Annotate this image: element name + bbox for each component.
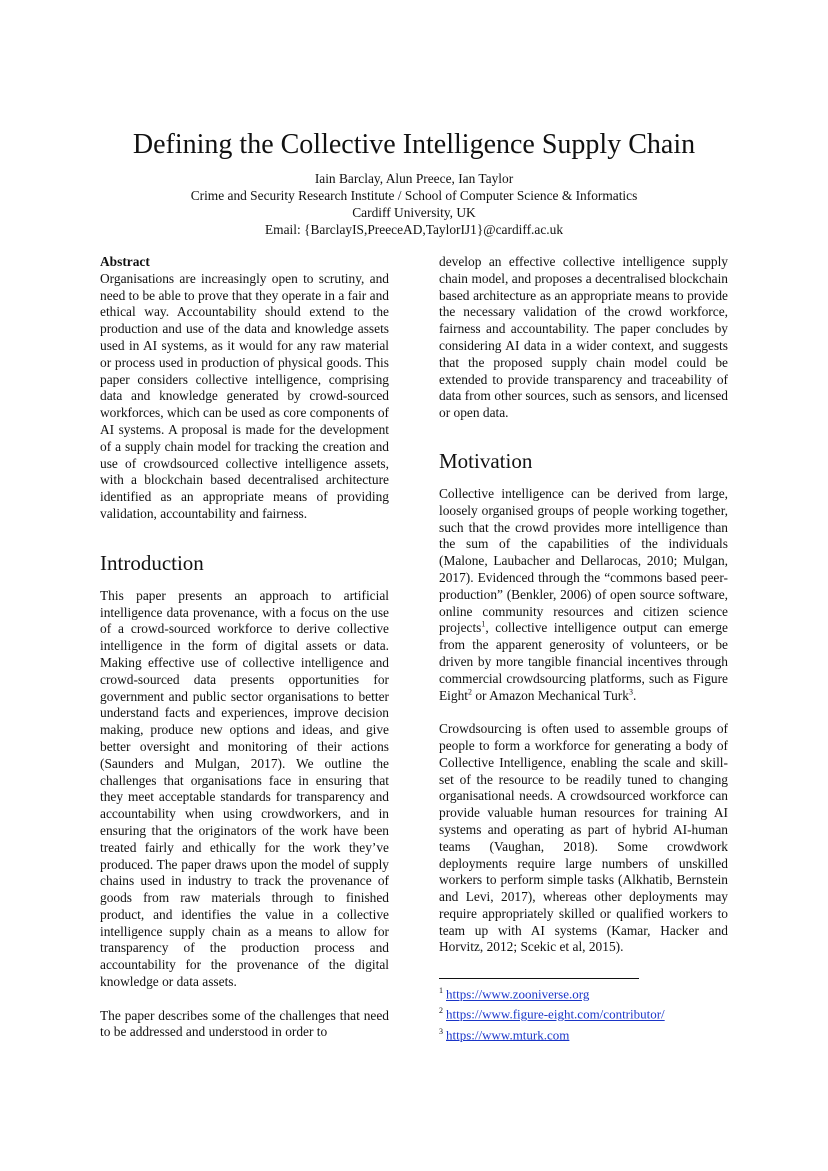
- motivation-text-c: or Amazon Mechanical Turk: [472, 687, 629, 703]
- motivation-heading: Motivation: [439, 448, 533, 473]
- footnote-2: [439, 1003, 728, 1023]
- motivation-paragraph-2: Crowdsourcing is often used to assemble groups of people to form a workforce for generating a body of Collective Intelligence, enabling the scale and skill-set of the resource to be readily tuned to changing organisational needs. A crowdsourced workforce can provide valuable human resources for training AI systems and operating as part of hybrid AI-human teams (Vaughan, 2018). Some crowdwork deployments require large numbers of unskilled workers to perform simple tasks (Alkhatib, Bernstein and Levi, 2017), whereas other deployments may require appropriately skilled or qualified workers to team up with AI systems (Kamar, Hacker and Horvitz, 2012; Scekic et al, 2015).: [439, 721, 728, 955]
- footnote-link-mturk[interactable]: https://www.mturk.com: [446, 1026, 570, 1042]
- footnote-number: 1: [439, 986, 443, 996]
- abstract-text: Organisations are increasingly open to scrutiny, and need to be able to prove that they operate in a fair and ethical way. Accountability should extend to the production and use of the data and knowledge assets used in AI systems, as it would for any raw material or process used in production of physical goods. This paper considers collective intelligence, comprising data and knowledge generated by crowd-sourced workforces, which can be used as core components of AI systems. A proposal is made for the development of a supply chain model for tracking the creation and use of crowdsourced collective intelligence assets, with a blockchain based decentralised architecture identified as an appropriate means of providing validation, accountability and fairness.: [100, 270, 389, 521]
- footnote-link-figure-eight[interactable]: https://www.figure-eight.com/contributor/: [446, 1006, 665, 1022]
- introduction-heading: Introduction: [100, 550, 204, 575]
- motivation-text-d: .: [632, 687, 637, 703]
- introduction-paragraph-2-continued: develop an effective collective intelligence supply chain model, and proposes a decentralised blockchain based architecture as an appropriate means to provide the necessary validation of the crowd workforce, fairness and accountability. The paper concludes by considering AI data in a wider context, and suggests that the proposed supply chain model could be extended to provide transparency and traceability of data from other sources, such as sensors, and licensed or open data.: [439, 254, 728, 421]
- author-names: Iain Barclay, Alun Preece, Ian Taylor: [314, 171, 514, 186]
- footnotes: [439, 983, 728, 1043]
- footnote-link-zooniverse[interactable]: https://www.zooniverse.org: [446, 986, 590, 1002]
- motivation-text-a: Collective intelligence can be derived from large, loosely organised groups of people working together, such that the crowd provides more intelligence than the sum of the capabilities of the individuals (Malone, Laubacher and Dellarocas, 2010; Mulgan, 2017). Evidenced through the “commons based peer-production” (Benkler, 2006) of open source software, online community resources and citizen science projects: [439, 485, 728, 636]
- motivation-text-b: , collective intelligence output can emerge from the apparent generosity of volunteers, or be driven by more tangible financial incentives through commercial crowdsourcing platforms, such as Figure Eight: [439, 620, 728, 703]
- left-column: [100, 254, 389, 1041]
- author-block: [100, 170, 728, 238]
- footnote-ref-1[interactable]: 1: [481, 619, 486, 629]
- footnote-1: [439, 983, 728, 1003]
- author-email: Email: {BarclayIS,PreeceAD,TaylorIJ1}@cardiff.ac.uk: [264, 222, 564, 237]
- author-affiliation: Crime and Security Research Institute / School of Computer Science & Informatics: [190, 188, 638, 203]
- footnote-divider: [439, 978, 639, 979]
- footnote-number: 3: [439, 1026, 443, 1036]
- footnote-ref-3[interactable]: 3: [628, 687, 633, 697]
- footnote-number: 2: [439, 1006, 443, 1016]
- motivation-paragraph-1: [439, 486, 728, 704]
- right-column: [439, 254, 728, 1044]
- abstract-heading: Abstract: [100, 254, 150, 269]
- introduction-paragraph-1: This paper presents an approach to artificial intelligence data provenance, with a focus on the use of a crowd-sourced workforce to derive collective intelligence in the form of digital assets or data. Making effective use of collective intelligence and crowd-sourced data presents opportunities for government and public sector organisations to better understand facts and experiences, improve decision making, produce new options and ideas, and give better oversight and monitoring of their actions (Saunders and Mulgan, 2017). We outline the challenges that organisations face in ensuring that they meet acceptable standards for transparency and accountability when using crowdworkers, and in ensuring that the originators of the work have been treated fairly and ethically for the work they’ve produced. The paper draws upon the model of supply chains used in industry to track the provenance of goods from raw materials through to finished product, and identifies the value in a collective intelligence supply chain as a means to allow for transparency of the production process and accountability for the provenance of the digital knowledge or data assets.: [100, 587, 389, 990]
- author-university: Cardiff University, UK: [352, 205, 476, 220]
- footnote-ref-2[interactable]: 2: [468, 687, 473, 697]
- introduction-paragraph-2: The paper describes some of the challenges that need to be addressed and understood in order to: [100, 1007, 389, 1040]
- footnote-3: [439, 1024, 728, 1044]
- paper-title: Defining the Collective Intelligence Supply Chain: [132, 129, 696, 160]
